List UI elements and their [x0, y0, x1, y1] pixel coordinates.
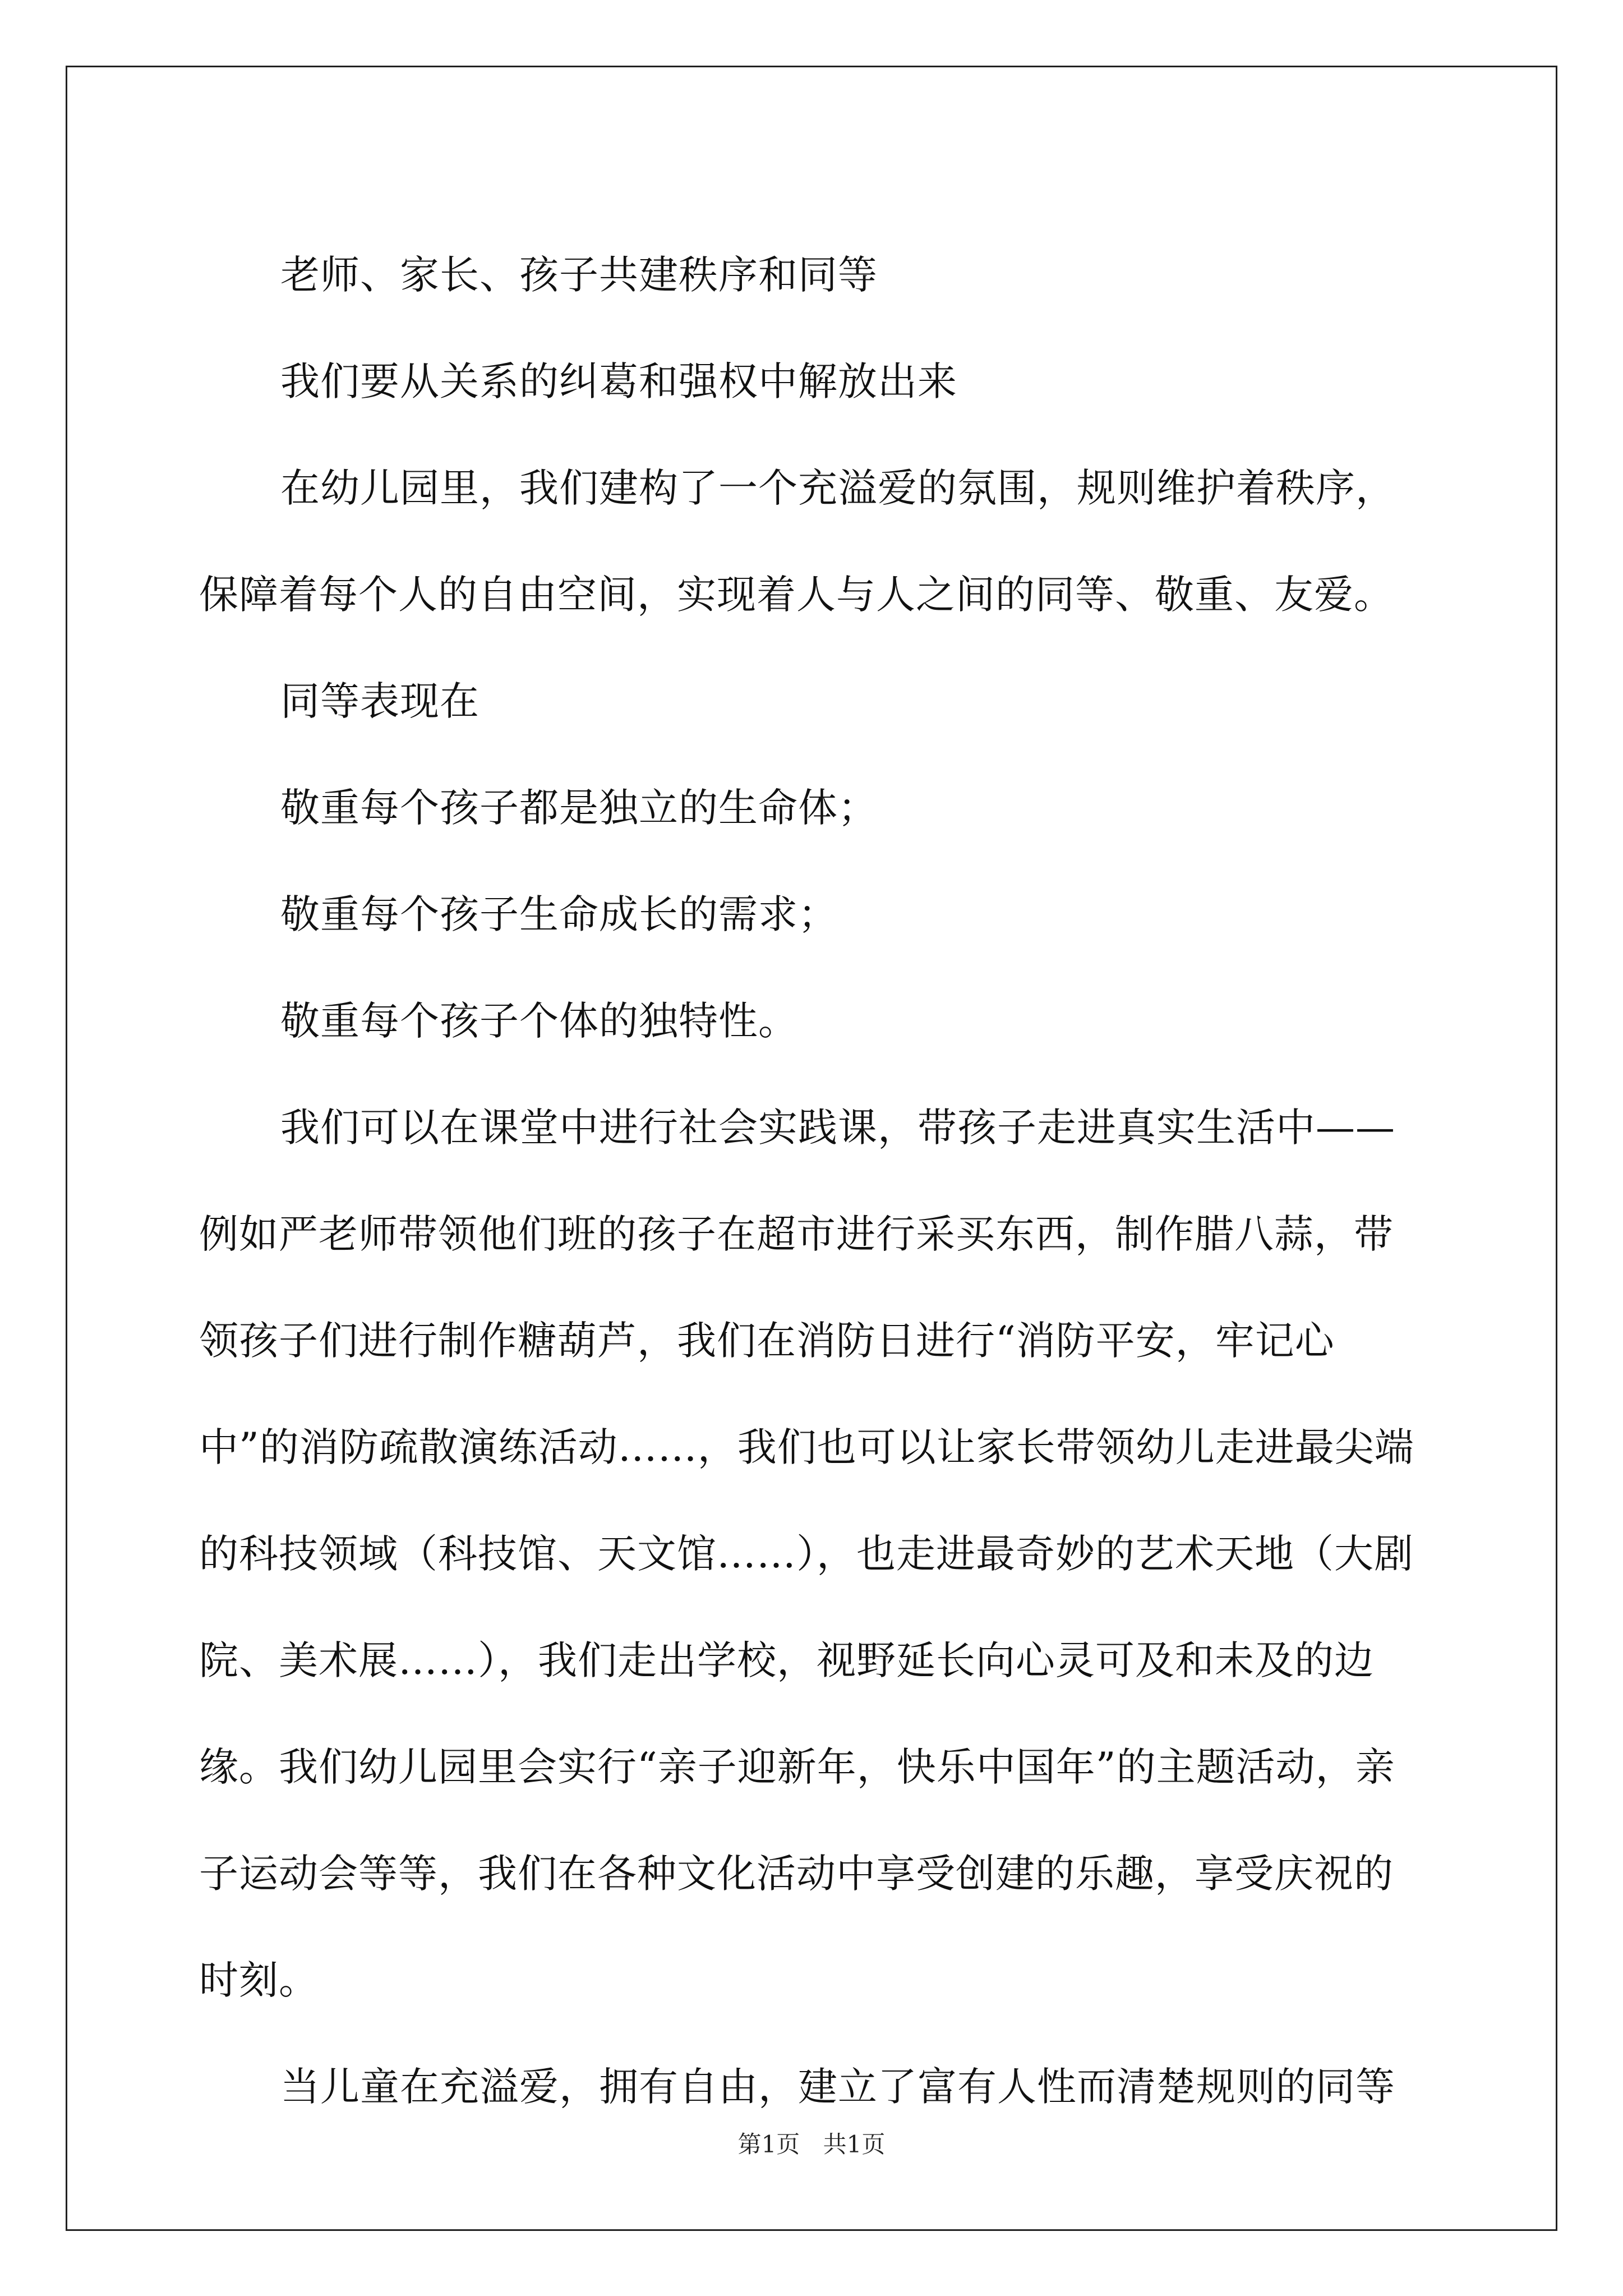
paragraph: 敬重每个孩子个体的独特性。: [280, 998, 798, 1044]
paragraph: 老师、家长、孩子共建秩序和同等: [280, 252, 878, 298]
paragraph: 我们要从关系的纠葛和强权中解放出来: [280, 358, 957, 404]
paragraph: 在幼儿园里，我们建构了一个充溢爱的氛围，规则维护着秩序，保障着每个人的自由空间，实现着人与人之间的同等、敬重、友爱。: [199, 465, 1395, 618]
page-footer: [0, 2126, 1623, 2160]
paragraph: 敬重每个孩子生命成长的需求；: [280, 891, 838, 937]
paragraph: 当儿童在充溢爱，拥有自由，建立了富有人性而清楚规则的同等: [280, 2064, 1395, 2110]
paragraph: 我们可以在课堂中进行社会实践课，带孩子走进真实生活中——例如严老师带领他们班的孩子在超市进行采买东西，制作腊八蒜，带领孩子们进行制作糖葫芦，我们在消防日进行“消防平安，牢记心中”的消防疏散演练活动……，我们也可以让家长带领幼儿走进最尖端的科技领域（科技馆、天文馆……），也走进最奇妙的艺术天地（大剧院、美术展……），我们走出学校，视野延长向心灵可及和未及的边缘。我们幼儿园里会实行“亲子迎新年，快乐中国年”的主题活动，亲子运动会等等，我们在各种文化活动中享受创建的乐趣，享受庆祝的时刻。: [199, 1105, 1414, 2003]
paragraph: 同等表现在: [280, 678, 479, 724]
page-number: 第1页: [737, 2131, 800, 2158]
document-body: [199, 222, 1427, 2140]
page-total: 共1页: [823, 2131, 886, 2158]
paragraph: 敬重每个孩子都是独立的生命体；: [280, 785, 878, 831]
